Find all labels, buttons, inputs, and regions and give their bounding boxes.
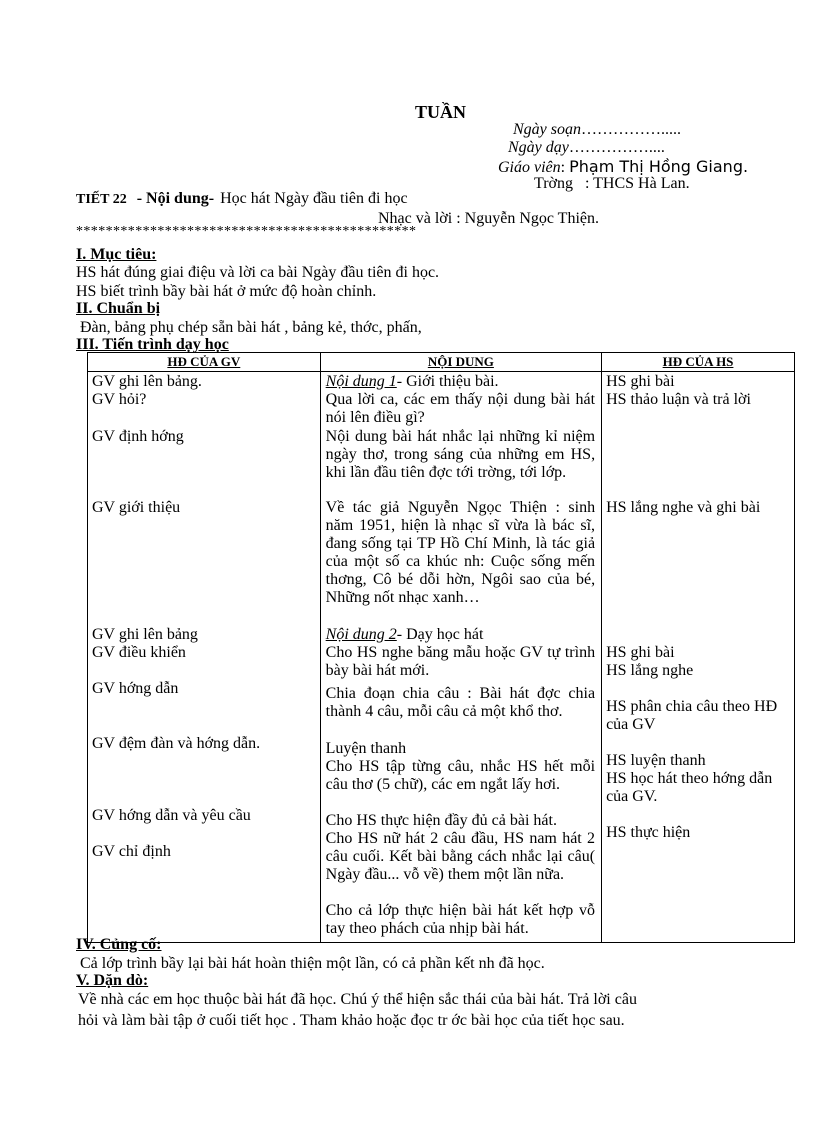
part1-title: - Giới thiệu bài. bbox=[396, 373, 499, 390]
lesson-content-label: - Nội dung- bbox=[136, 190, 215, 207]
content-paragraph: Cho HS nghe băng mẫu hoặc GV tự trình bày bài hát mới. bbox=[325, 644, 596, 679]
lesson-number: TIẾT 22 bbox=[76, 192, 127, 207]
lesson-line bbox=[76, 190, 408, 208]
student-item: HS ghi bài bbox=[606, 644, 675, 661]
table-row bbox=[88, 372, 795, 943]
school-label: Trờng bbox=[534, 175, 573, 192]
preparation-heading: II. Chuẩn bị bbox=[76, 300, 161, 317]
teacher-item: GV hỏi? bbox=[92, 391, 147, 408]
page-title: TUẦN bbox=[415, 102, 467, 122]
teacher-item: GV đệm đàn và hớng dẫn. bbox=[92, 735, 261, 752]
date-prepared-line bbox=[513, 121, 681, 139]
content-part2 bbox=[326, 626, 595, 644]
objective-line-2: HS biết trình bầy bài hát ở mức độ hoàn chỉnh. bbox=[76, 283, 377, 300]
consolidation-heading: IV. Củng cố: bbox=[76, 936, 162, 953]
teacher-label: Giáo viên bbox=[498, 159, 561, 176]
content-paragraph: Cho cả lớp thực hiện bài hát kết hợp vỗ tay theo phách của nhịp bài hát. bbox=[325, 902, 596, 937]
teacher-item: GV giới thiệu bbox=[92, 499, 181, 516]
teacher-item: GV hớng dẫn bbox=[92, 680, 179, 697]
school-line bbox=[534, 175, 690, 193]
date-prepared-label: Ngày soạn bbox=[513, 121, 581, 138]
student-column bbox=[602, 372, 795, 943]
content-paragraph: Chia đoạn chia câu : Bài hát đợc chia thành 4 câu, mỗi câu cả một khổ thơ. bbox=[325, 685, 596, 720]
lesson-plan-table bbox=[87, 352, 795, 943]
header-student: HĐ CỦA HS bbox=[602, 353, 795, 372]
student-item: HS lắng nghe và ghi bài bbox=[606, 499, 761, 516]
content-paragraph: Cho HS nữ hát 2 câu đầu, HS nam hát 2 câu cuối. Kết bài bằng cách nhắc lại câu( Ngày đầu... vỗ về) them một lần nữa. bbox=[325, 830, 596, 883]
content-paragraph: Qua lời ca, các em thấy nội dung bài hát nói lên điều gì? bbox=[325, 391, 596, 426]
content-paragraph: Luyện thanh bbox=[325, 740, 407, 757]
teacher-item: GV hớng dẫn và yêu cầu bbox=[92, 807, 251, 824]
homework-line-2: hỏi và làm bài tập ở cuối tiết học . Tham khảo hoặc đọc tr ớc bài học của tiết học sau. bbox=[78, 1012, 625, 1029]
student-item: HS phân chia câu theo HĐ của GV bbox=[606, 698, 778, 733]
content-paragraph: Nội dung bài hát nhắc lại những kỉ niệm ngày thơ, trong sáng của những em HS, khi lần đầu tiên đợc tới trờng, tới lớp. bbox=[325, 428, 596, 481]
lesson-author: Nhạc và lời : Nguyễn Ngọc Thiện. bbox=[378, 210, 599, 227]
teacher-line: Giáo viên: Phạm Thị Hồng Giang. bbox=[498, 157, 749, 176]
teacher-item: GV ghi lên bảng bbox=[92, 626, 198, 643]
homework-line-1: Về nhà các em học thuộc bài hát đã học. Chú ý thể hiện sắc thái của bài hát. Trả lời câu bbox=[78, 991, 637, 1008]
teacher-item: GV chỉ định bbox=[92, 843, 171, 860]
date-taught-label: Ngày dạy bbox=[508, 139, 569, 156]
objective-line-1: HS hát đúng giai điệu và lời ca bài Ngày đầu tiên đi học. bbox=[76, 264, 440, 281]
part2-label: Nội dung 2 bbox=[325, 626, 397, 643]
content-column bbox=[320, 372, 601, 943]
consolidation-text: Cả lớp trình bầy lại bài hát hoàn thiện một lần, có cả phần kết nh đã học. bbox=[80, 955, 545, 972]
student-item: HS học hát theo hớng dẫn của GV. bbox=[606, 770, 773, 805]
date-taught-value: …………….... bbox=[568, 139, 665, 156]
separator-stars: ********************************************** bbox=[76, 224, 417, 239]
student-item: HS thực hiện bbox=[606, 824, 691, 841]
content-paragraph: Về tác giả Nguyễn Ngọc Thiện : sinh năm 1951, hiện là nhạc sĩ vừa là bác sĩ, đang sống tại TP Hồ Chí Minh, là tác giả của một số ca khúc nh: Cuộc sống mến thơng, Cô bé dỗi hờn, Ngôi sao của bé, Những nốt nhạc xanh… bbox=[325, 499, 596, 606]
table-header-row bbox=[88, 353, 795, 372]
student-item: HS thảo luận và trả lời bbox=[606, 391, 751, 408]
header-content: NỘI DUNG bbox=[320, 353, 601, 372]
part2-title: - Dạy học hát bbox=[396, 626, 484, 643]
teacher-column bbox=[88, 372, 321, 943]
part1-label: Nội dung 1 bbox=[325, 373, 397, 390]
header-teacher: HĐ CỦA GV bbox=[88, 353, 321, 372]
student-item: HS lắng nghe bbox=[606, 662, 694, 679]
teacher-item: GV định hớng bbox=[92, 428, 184, 445]
objectives-heading: I. Mục tiêu: bbox=[76, 246, 157, 263]
teacher-item: GV điều khiển bbox=[92, 644, 186, 661]
content-part1 bbox=[326, 373, 595, 391]
lesson-content-text: Học hát Ngày đầu tiên đi học bbox=[220, 190, 408, 207]
homework-heading: V. Dặn dò: bbox=[76, 972, 149, 989]
process-heading: III. Tiến trình dạy học bbox=[76, 336, 229, 353]
school-value: : THCS Hà Lan. bbox=[585, 175, 690, 192]
teacher-item: GV ghi lên bảng. bbox=[92, 373, 202, 390]
date-prepared-value: ……………..... bbox=[581, 121, 681, 138]
date-taught-line bbox=[508, 139, 665, 157]
student-item: HS luyện thanh bbox=[606, 752, 706, 769]
student-item: HS ghi bài bbox=[606, 373, 675, 390]
preparation-text: Đàn, bảng phụ chép sẵn bài hát , bảng kẻ, thớc, phấn, bbox=[80, 319, 422, 336]
content-paragraph: Cho HS tập từng câu, nhắc HS hết mỗi câu thơ (5 chữ), các em ngắt lấy hơi. bbox=[325, 758, 596, 793]
teacher-name: Phạm Thị Hồng Giang. bbox=[569, 157, 749, 176]
content-paragraph: Cho HS thực hiện đầy đủ cả bài hát. bbox=[325, 812, 557, 829]
